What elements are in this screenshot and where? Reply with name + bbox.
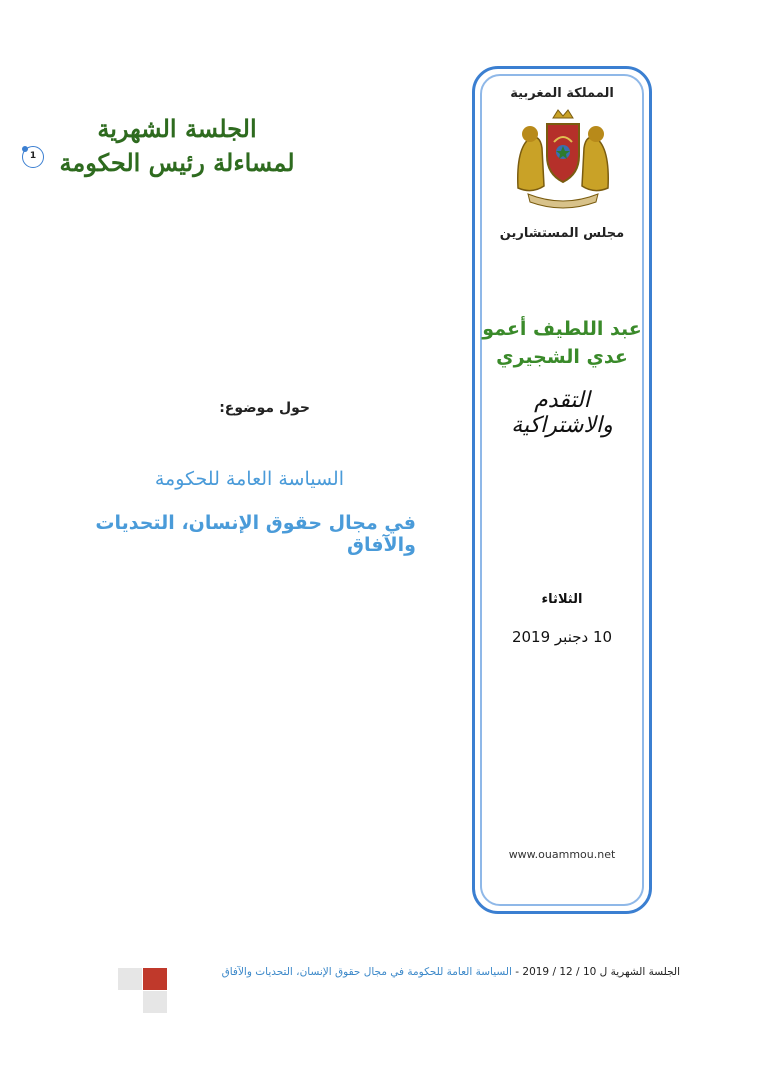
page-number-badge: 1 xyxy=(22,146,44,168)
page-badge-dot xyxy=(22,146,28,152)
footer-session-ref: الجلسة الشهرية ل 10 / 12 / 2019 - xyxy=(511,966,680,978)
footer-subject: السياسة العامة للحكومة في مجال حقوق الإنسان، التحديات والآفاق xyxy=(221,966,512,978)
footer-decor-square-gray-1 xyxy=(118,968,142,990)
session-title xyxy=(12,112,342,180)
subject-line-2: في مجال حقوق الإنسان، التحديات والآفاق xyxy=(95,512,416,556)
council-label: مجلس المستشارين xyxy=(499,226,625,241)
author-name-1: عبد اللطيف أعمو xyxy=(482,318,642,340)
session-date: 10 دجنبر 2019 xyxy=(511,628,613,646)
footer-decor-square-red xyxy=(143,968,167,990)
website-link[interactable]: www.ouammou.net xyxy=(508,848,616,861)
session-title-line-1: الجلسة الشهرية xyxy=(97,114,257,143)
session-title-line-2: لمساءلة رئيس الحكومة xyxy=(59,148,295,177)
author-name-2: عدي الشجيري xyxy=(496,346,628,368)
party-logo-text: التقدم والاشتراكية xyxy=(511,388,613,438)
kingdom-label: المملكة المغربية xyxy=(510,86,614,101)
subject-line-1: السياسة العامة للحكومة xyxy=(154,468,344,490)
session-day: الثلاثاء xyxy=(541,592,583,607)
royal-emblem-icon xyxy=(510,108,616,210)
footer-caption xyxy=(196,966,680,978)
topic-label: حول موضوع: xyxy=(219,400,310,416)
footer-decor-square-gray-2 xyxy=(143,991,167,1013)
